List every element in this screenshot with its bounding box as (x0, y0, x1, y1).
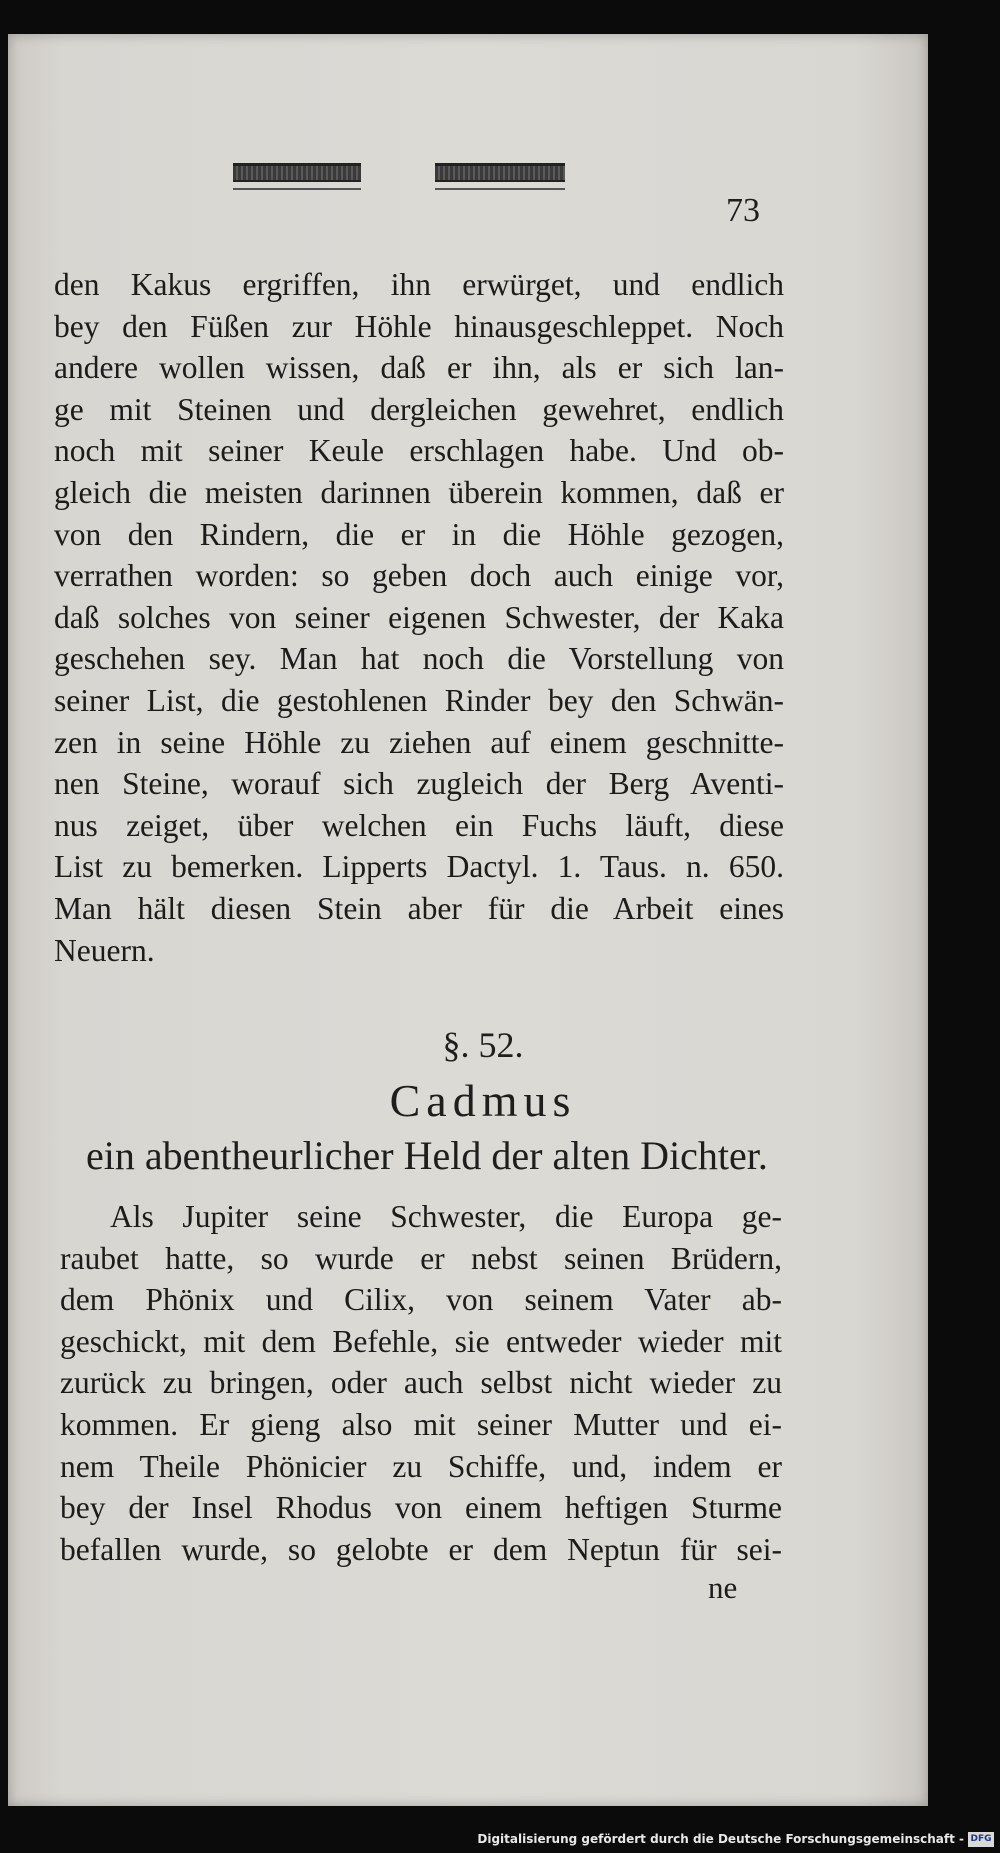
text-line: Man hält diesen Stein aber für die Arbeit eines (54, 890, 784, 926)
text-line: von den Rindern, die er in die Höhle gezogen, (54, 516, 784, 552)
text-line: daß solches von seiner eigenen Schwester, der Kaka (54, 599, 784, 635)
paragraph-2 (60, 1196, 782, 1570)
text-line: geschehen sey. Man hat noch die Vorstellung von (54, 641, 784, 677)
text-line: gleich die meisten darinnen überein kommen, daß er (54, 474, 784, 510)
text-line: noch mit seiner Keule erschlagen habe. Und ob- (54, 433, 784, 469)
text-line: kommen. Er gieng also mit seiner Mutter und ei- (60, 1406, 782, 1442)
section-number: §. 52. (442, 1025, 524, 1065)
text-line: bey den Füßen zur Höhle hinausgeschleppet. Noch (54, 308, 784, 344)
text-line: andere wollen wissen, daß er ihn, als er sich lan- (54, 350, 784, 386)
text-line: Als Jupiter seine Schwester, die Europa ge- (110, 1199, 782, 1234)
text-line: nen Steine, worauf sich zugleich der Berg Aventi- (54, 766, 784, 802)
text-line: nem Theile Phönicier zu Schiffe, und, indem er (60, 1448, 782, 1484)
section-subtitle: ein abentheurlicher Held der alten Dichter. (86, 1133, 768, 1178)
text-line: dem Phönix und Cilix, von seinem Vater ab- (60, 1282, 782, 1318)
text-line: den Kakus ergriffen, ihn erwürget, und endlich (54, 267, 784, 302)
text-line: ge mit Steinen und dergleichen gewehret, endlich (54, 391, 784, 427)
section-title: Cadmus (389, 1075, 577, 1126)
text-line: geschickt, mit dem Befehle, sie entweder wieder mit (60, 1323, 782, 1359)
header-ornament-left (233, 163, 361, 182)
book-page (8, 34, 928, 1806)
text-line: zen in seine Höhle zu ziehen auf einem geschnitte- (54, 724, 784, 760)
page-number: 73 (726, 192, 760, 229)
text-line: List zu bemerken. Lipperts Dactyl. 1. Taus. n. 650. (54, 849, 784, 885)
funding-notice: Digitalisierung gefördert durch die Deutsche Forschungsgemeinschaft - (477, 1832, 964, 1846)
text-line: bey der Insel Rhodus von einem heftigen Sturme (60, 1490, 782, 1526)
catchword: ne (708, 1570, 738, 1605)
header-ornament-right (435, 163, 565, 182)
text-line: Neuern. (54, 932, 155, 968)
text-line: nus zeiget, über welchen ein Fuchs läuft, diese (54, 807, 784, 843)
footer-bar (0, 1823, 1000, 1853)
dfg-logo: DFG (968, 1832, 994, 1847)
text-line: verrathen worden: so geben doch auch einige vor, (54, 558, 784, 594)
text-line: seiner List, die gestohlenen Rinder bey den Schwän- (54, 682, 784, 718)
text-line: raubet hatte, so wurde er nebst seinen Brüdern, (60, 1240, 782, 1276)
text-line: befallen wurde, so gelobte er dem Neptun für sei- (60, 1531, 782, 1567)
text-line: zurück zu bringen, oder auch selbst nicht wieder zu (60, 1365, 782, 1401)
paragraph-1 (54, 264, 784, 971)
